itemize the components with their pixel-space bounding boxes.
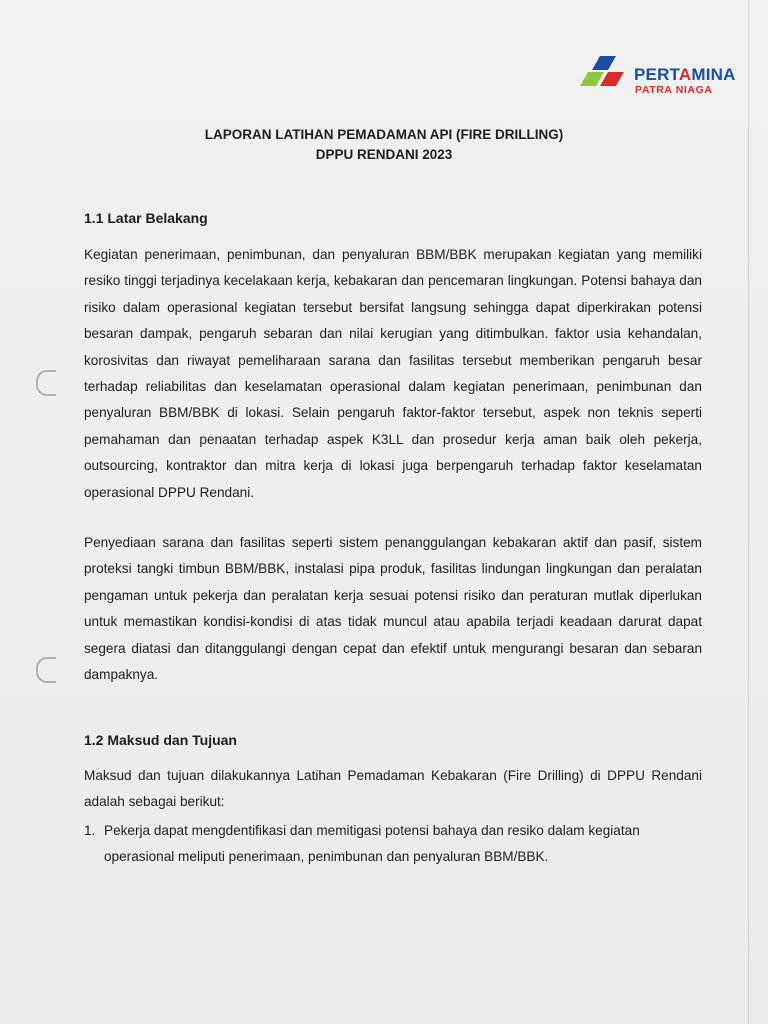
report-title: LAPORAN LATIHAN PEMADAMAN API (FIRE DRILLING) (204, 127, 564, 142)
paragraph-latar-belakang-2: Penyediaan sarana dan fasilitas seperti sistem penanggulangan kebakaran aktif dan pasif, sistem proteksi tangki timbun BBM/BBK, instalasi pipa produk, fasilitas lindungan lingkungan dan peralatan pengaman untuk pekerja dan peralatan kerja sesuai potensi risiko dan peraturan mutlak diperlukan untuk memastikan kondisi-kondisi di atas tidak muncul atau apabila terjadi keadaan darurat dapat segera diatasi dan ditanggulangi dengan cepat dan efektif untuk mengurangi besaran dan sebaran dampaknya. (84, 535, 702, 683)
paragraph-maksud-tujuan-intro: Maksud dan tujuan dilakukannya Latihan Pemadaman Kebakaran (Fire Drilling) di DPPU Rendani adalah sebagai berikut: (84, 768, 702, 810)
list-item (84, 818, 704, 871)
logo-subtitle: PATRA NIAGA (635, 84, 713, 96)
logo-wordmark: PERTAMINA (634, 65, 736, 84)
pertamina-logo (578, 52, 748, 98)
section-heading-maksud-tujuan: 1.2 Maksud dan Tujuan (84, 732, 237, 748)
paragraph-latar-belakang-1: Kegiatan penerimaan, penimbunan, dan penyaluran BBM/BBK merupakan kegiatan yang memiliki resiko tinggi terjadinya kecelakaan kerja, kebakaran dan pencemaran lingkungan. Potensi bahaya dan risiko dalam operasional kegiatan tersebut bersifat langsung sehingga dapat diperkirakan potensi besaran dampak, pengaruh sebaran dan nilai kerugian yang ditimbulkan. faktor usia kehandalan, korosivitas dan riwayat pemeliharaan sarana dan fasilitas tersebut memberikan pengaruh besar terhadap reliabilitas dan keselamatan operasional dalam kegiatan penerimaan, penimbunan dan penyaluran BBM/BBK di lokasi. Selain pengaruh faktor-faktor tersebut, aspek non teknis seperti pemahaman dan penaatan terhadap aspek K3LL dan prosedur kerja aman baik oleh pekerja, outsourcing, kontraktor dan mitra kerja di lokasi juga berpengaruh terhadap faktor keselamatan operasional DPPU Rendani. (84, 247, 702, 500)
punch-hole-mark (36, 370, 56, 396)
list-item-number: 1. (84, 823, 96, 838)
section-heading-latar-belakang: 1.1 Latar Belakang (84, 210, 208, 226)
list-item-text: Pekerja dapat mengdentifikasi dan memitigasi potensi bahaya dan resiko dalam kegiatan operasional meliputi penerimaan, penimbunan dan penyaluran BBM/BBK. (104, 823, 640, 865)
report-subtitle: DPPU RENDANI 2023 (315, 147, 453, 162)
pertamina-logo-mark-icon (578, 52, 632, 98)
punch-hole-mark (36, 657, 56, 683)
